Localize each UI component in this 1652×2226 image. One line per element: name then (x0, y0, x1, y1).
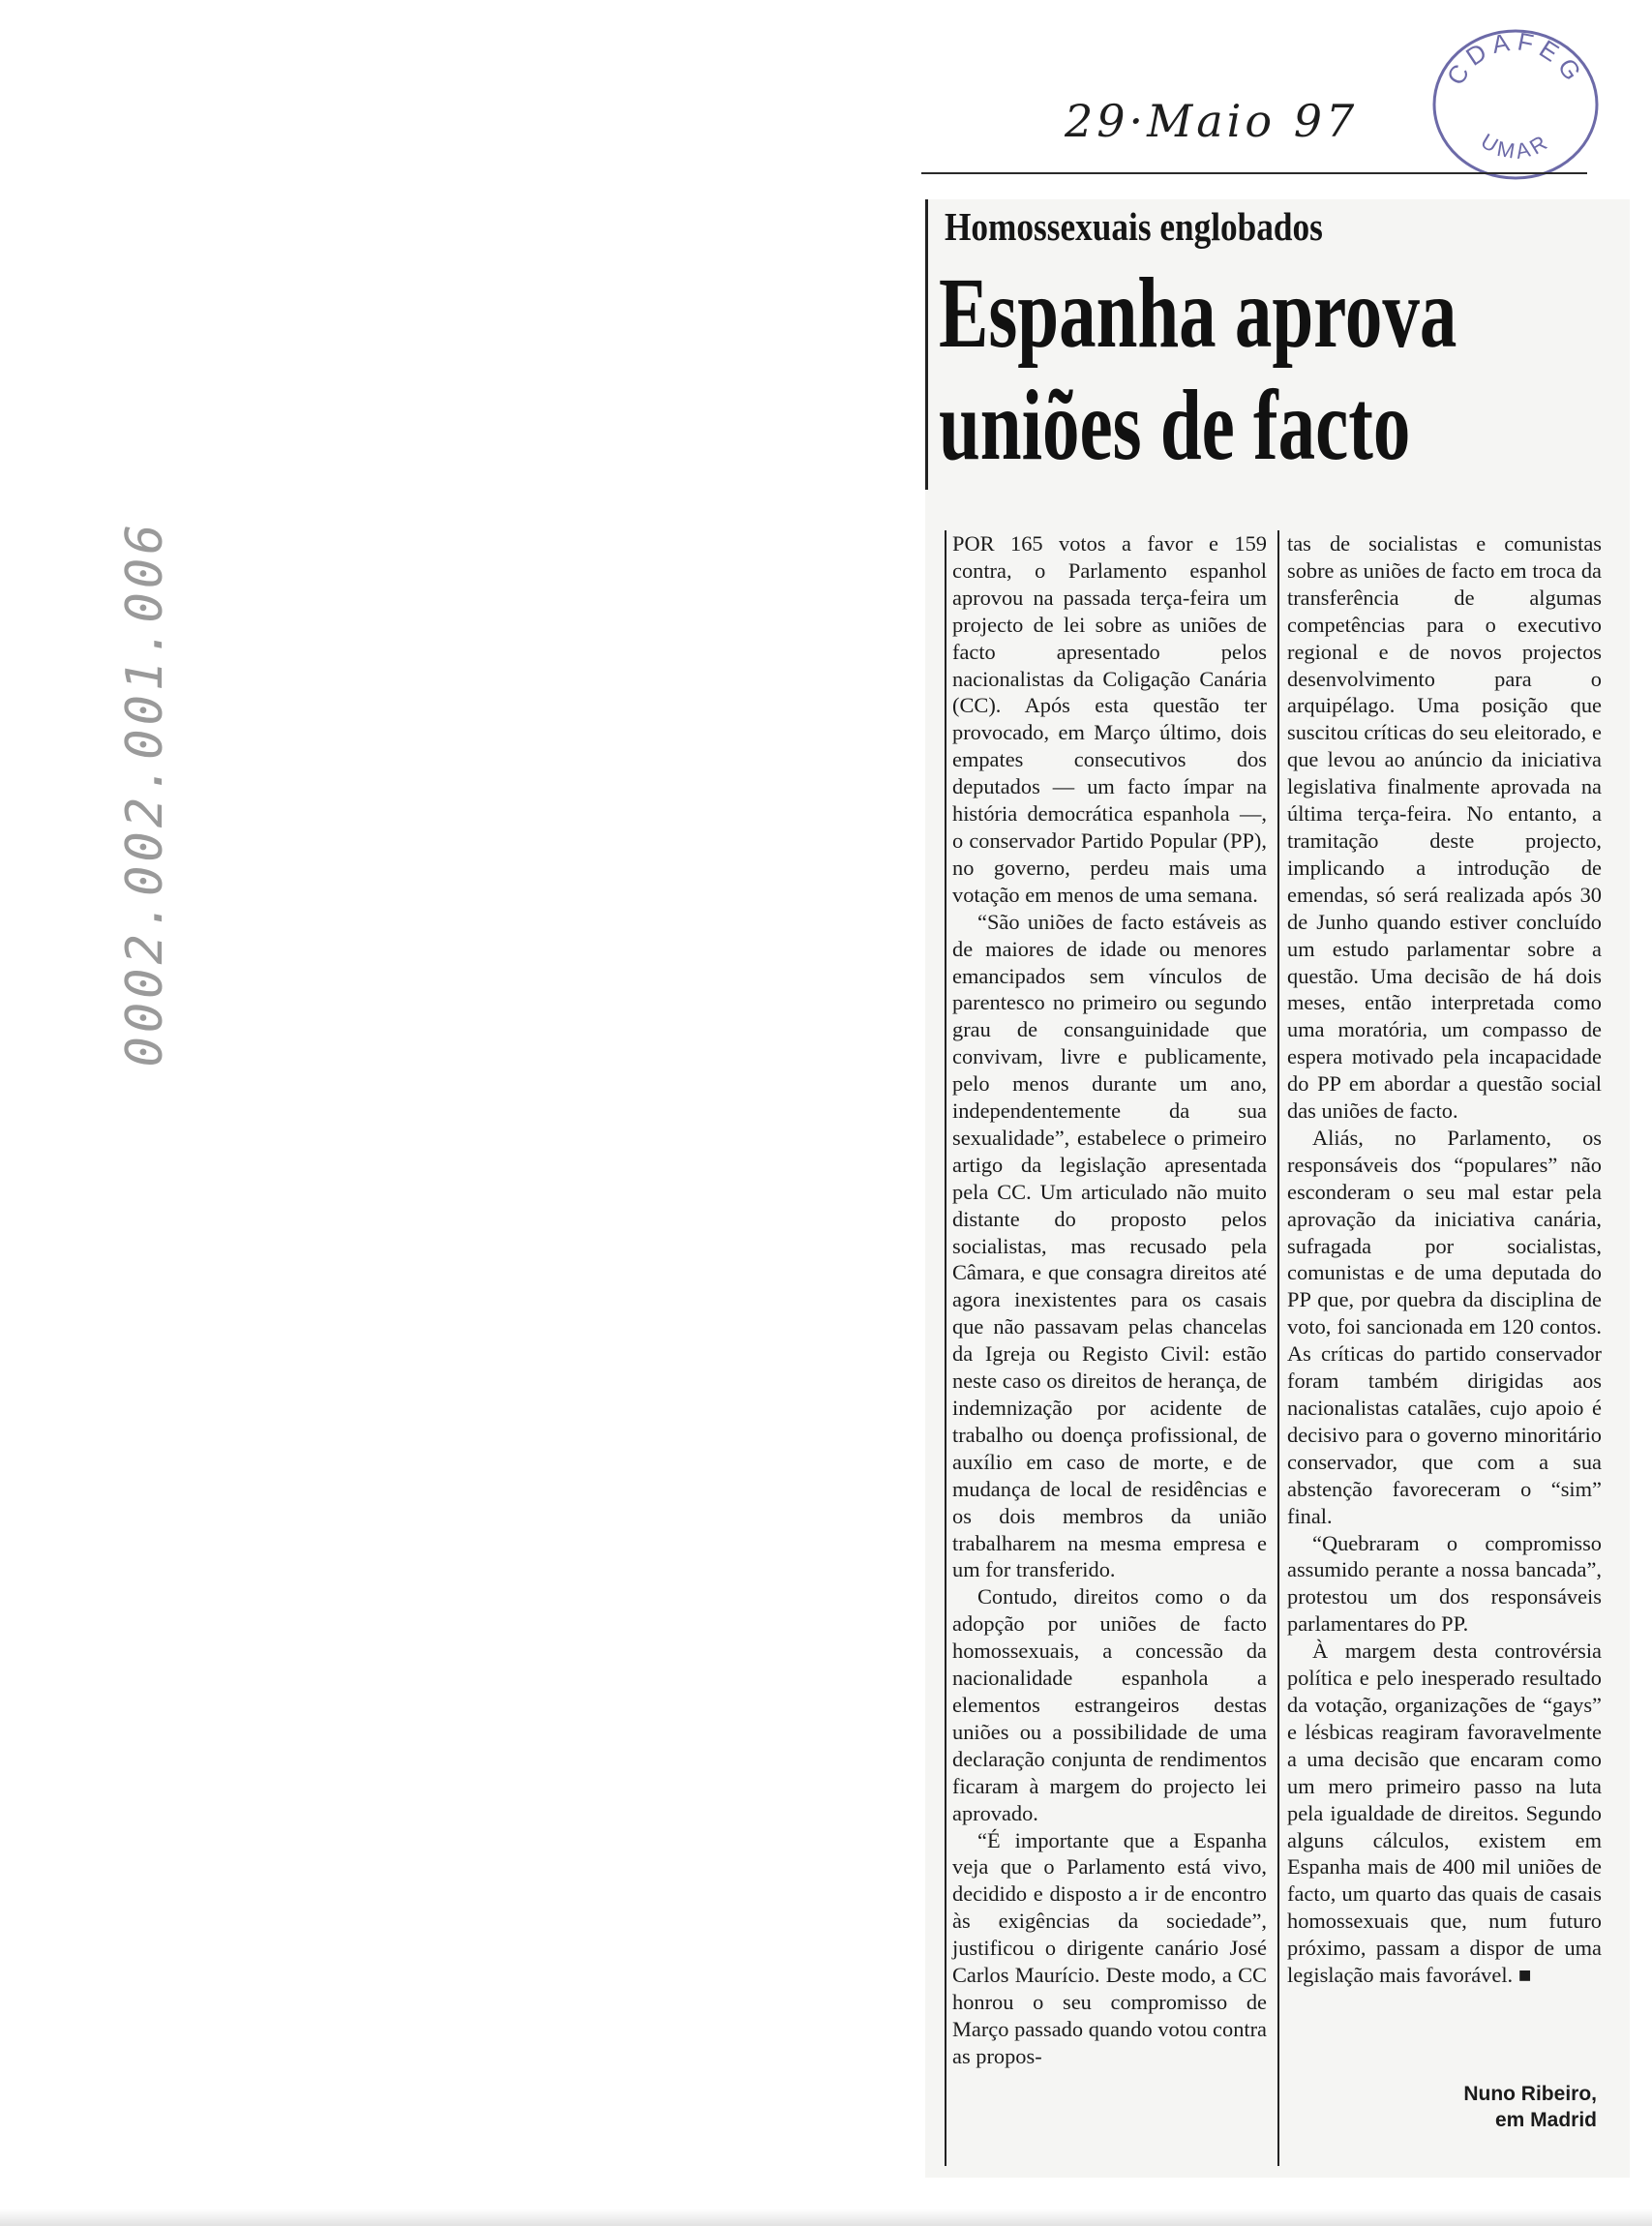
article-byline (1287, 2081, 1597, 2133)
handwritten-archive-number: 0002.002.001.006 (116, 520, 174, 1068)
byline-name: Nuno Ribeiro, (1463, 2083, 1597, 2105)
paragraph: Aliás, no Parlamento, os responsáveis dos “populares” não esconderam o seu mal estar pela aprovação da iniciativa canária, sufragada por socialistas, comunistas e de uma deputada do PP que, por quebra da disciplina de voto, foi sancionada em 120 contos. As críticas do partido conservador foram também dirigidas aos nacionalistas catalães, cujo apoio é decisivo para o governo minoritário conservador, que com a sua abstenção favoreceram o “sim” final. (1287, 1125, 1602, 1528)
paragraph: Contudo, direitos como o da adopção por uniões de facto homossexuais, a concessão da nacionalidade espanhola a elementos estrangeiros destas uniões ou a possibilidade de uma declaração conjunta de rendimentos ficaram à margem do projecto lei aprovado. (952, 1584, 1267, 1825)
scan-edge-shadow (0, 2209, 1652, 2226)
article-column-left (952, 530, 1267, 2070)
svg-text:UMAR (1477, 129, 1554, 164)
handwritten-date: 29·Maio 97 (1065, 95, 1359, 147)
paragraph: “É importante que a Espanha veja que o Parlamento está vivo, decidido e disposto a ir de encontro às exigências da sociedade”, justificou o dirigente canário José Carlos Maurício. Deste modo, a CC honrou o seu compromisso de Março passado quando votou contra as propos- (952, 1827, 1267, 2068)
newspaper-clipping (925, 199, 1630, 2178)
article-kicker: Homossexuais englobados (945, 204, 1323, 249)
column-rule-middle (1277, 530, 1279, 2166)
headline-line-2: uniões de facto (939, 370, 1411, 481)
headline-line-1: Espanha aprova (939, 257, 1457, 369)
stamp-top-text: CDAFEG (1440, 27, 1591, 91)
byline-place: em Madrid (1494, 2109, 1597, 2131)
stamp-bottom-text: UMAR (1476, 128, 1555, 165)
paragraph: “Quebraram o compromisso assumido perante a nossa bancada”, protestou um dos responsáveis parlamentares do PP. (1287, 1530, 1602, 1637)
paragraph: À margem desta controvérsia política e pelo inesperado resultado da votação, organizações de “gays” e lésbicas reagiram favoravelmente a uma decisão que encaram como um mero primeiro passo na luta pela igualdade de direitos. Segundo alguns cálculos, existem em Espanha mais de 400 mil uniões de facto, um quarto das quais de casais homossexuais que, num futuro próximo, passam a dispor de uma legislação mais favorável. ■ (1287, 1639, 1602, 1988)
paragraph: “São uniões de facto estáveis as de maiores de idade ou menores emancipados sem vínculos de parentesco no primeiro ou segundo grau de consanguinidade que convivam, livre e publicamente, pelo menos durante um ano, independentemente da sua sexualidade”, estabelece o primeiro artigo da legislação apresentada pela CC. Um articulado não muito distante do proposto pelos socialistas, mas recusado pela Câmara, e que consagra direitos até agora inexistentes para os casais que não passavam pelas chancelas da Igreja ou Registo Civil: estão neste caso os direitos de herança, de indemnização por acidente de trabalho ou doença profissional, de auxílio em caso de morte, e de mudança de local de residências e os dois membros da união trabalharem na mesma empresa e um for transferido. (952, 909, 1267, 1582)
top-rule (921, 172, 1587, 174)
archive-stamp (1430, 27, 1601, 182)
article-column-right (1287, 530, 1602, 1989)
article-headline (939, 257, 1457, 482)
svg-text:CDAFEG (1441, 27, 1591, 90)
paragraph: POR 165 votos a favor e 159 contra, o Parlamento espanhol aprovou na passada terça-feira um projecto de lei sobre as uniões de facto apresentado pelos nacionalistas da Coligação Canária (CC). Após esta questão ter provocado, em Março último, dois empates consecutivos dos deputados — um facto ímpar na história democrática espanhola —, o conservador Partido Popular (PP), no governo, perdeu mais uma votação em menos de uma semana. (952, 531, 1267, 907)
headline-rule (925, 199, 928, 490)
paragraph: tas de socialistas e comunistas sobre as uniões de facto em troca da transferência de algumas competências para o executivo regional e de novos projectos desenvolvimento para o arquipélago. Uma posição que suscitou críticas do seu eleitorado, e que levou ao anúncio da iniciativa legislativa finalmente aprovada na última terça-feira. No entanto, a tramitação deste projecto, implicando a introdução de emendas, só será realizada após 30 de Junho quando estiver concluído um estudo parlamentar sobre a questão. Uma decisão de há dois meses, então interpretada como uma moratória, um compasso de espera motivado pela incapacidade do PP em abordar a questão social das uniões de facto. (1287, 531, 1602, 1124)
column-rule-left (945, 530, 946, 2166)
